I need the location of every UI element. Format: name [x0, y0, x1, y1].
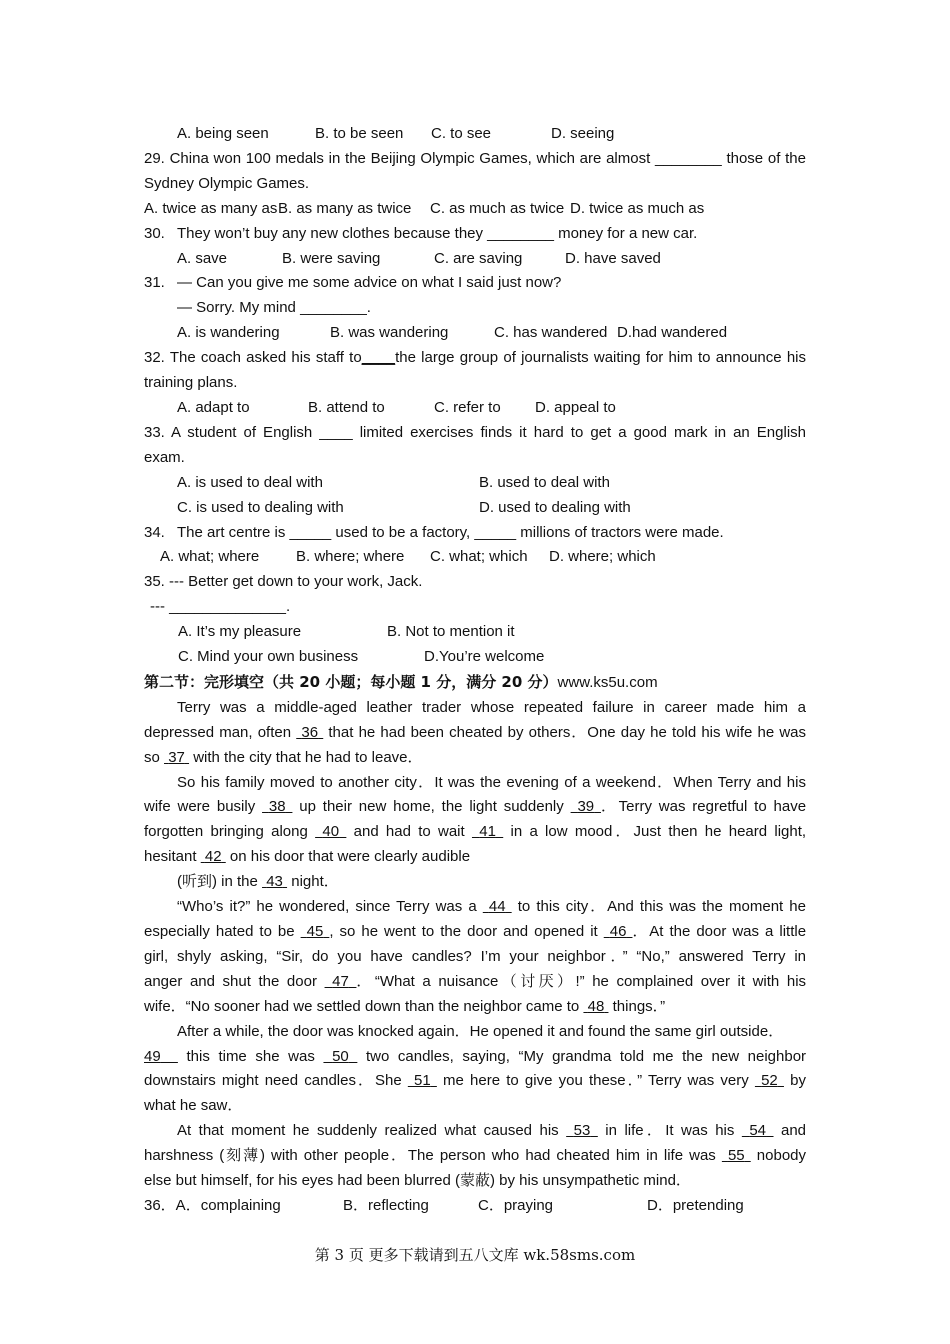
q34-option-a: A. what; where — [160, 548, 260, 566]
q35-option-b: B. Not to mention it — [387, 623, 515, 641]
q32-stem-cont: training plans. — [144, 374, 238, 392]
q33-options-row2 — [144, 496, 806, 521]
q36-option-a: 36．A．complaining — [144, 1196, 281, 1214]
q28-option-c: C. to see — [431, 125, 492, 142]
blank-46: 46 — [609, 923, 627, 940]
blank-42: 42 — [204, 848, 222, 866]
passage-text: (听到) in the — [177, 873, 258, 891]
passage-text: and — [781, 1122, 807, 1140]
blank-43: 43 — [266, 873, 283, 891]
q32-blank: ____ — [361, 349, 396, 367]
blank-52: 52 — [761, 1072, 778, 1090]
q32-option-c: C. refer to — [434, 398, 501, 416]
passage-text: “Who’s it?” he wondered, since Terry was a — [177, 898, 477, 916]
q32-option-b: B. attend to — [308, 398, 385, 416]
q28-option-a: A. being seen — [177, 125, 269, 142]
q34-option-d: D. where; which — [549, 548, 656, 566]
q32-stem — [144, 346, 806, 371]
q35-options-row1 — [144, 620, 806, 645]
passage-text: wife．“No sooner had we settled down than the neighbor came to — [144, 997, 580, 1015]
q29-option-c: C. as much as twice — [430, 199, 565, 217]
passage-text: night． — [291, 873, 339, 891]
q29-option-b: B. as many as twice — [278, 199, 412, 217]
q31-option-d: D.had wandered — [617, 324, 728, 342]
passage-p4-line4: what he saw． — [144, 1097, 243, 1115]
passage-text: that he had been cheated by others．One day he told his wife he was — [328, 723, 806, 741]
section-heading — [144, 670, 806, 696]
passage-text: in life．It was his — [605, 1122, 735, 1140]
q34-options — [144, 545, 806, 570]
blank-55: 55 — [727, 1147, 745, 1165]
blank-53: 53 — [573, 1122, 591, 1140]
passage-p2-line5 — [144, 870, 806, 895]
q33-option-c: C. is used to dealing with — [177, 498, 344, 516]
q36-option-b: B．reflecting — [343, 1196, 429, 1214]
passage-text: me here to give you these．” Terry was very — [443, 1072, 749, 1090]
passage-p3-line3: girl, shyly asking, “Sir, do you have candles? I’m your neighbor．” “No,” answered Terry in — [144, 947, 806, 965]
blank-51: 51 — [414, 1072, 431, 1090]
passage-p2-line1: So his family moved to another city．It was the evening of a weekend．When Terry and his — [177, 773, 806, 791]
q30-options — [144, 247, 806, 272]
passage-text: anger and shut the door — [144, 972, 317, 990]
q28-options — [144, 122, 806, 147]
blank-50: 50 — [332, 1047, 349, 1065]
passage-text: two candles, saying, “My grandma told me the new neighbor — [365, 1047, 807, 1065]
passage-text: in a low mood．Just then he heard light, — [510, 823, 807, 841]
passage-text: to this city．And this was the moment he — [517, 898, 806, 916]
q35-option-c: C. Mind your own business — [178, 648, 359, 666]
blank-41: 41 — [479, 823, 496, 841]
passage-p2-line2 — [144, 795, 806, 820]
passage-p5-line3: else but himself, for his eyes had been blurred (蒙蔽) by his unsympathetic mind． — [144, 1172, 691, 1190]
blank-38: 38 — [268, 798, 286, 816]
blank-45: 45 — [306, 923, 324, 940]
passage-text: forgotten bringing along — [144, 823, 308, 841]
q36-option-d: D．pretending — [647, 1196, 744, 1214]
passage-text: hesitant — [144, 848, 197, 866]
passage-text: things．” — [612, 997, 666, 1015]
q30-number: 30. — [144, 224, 165, 242]
passage-p3-line2 — [144, 920, 806, 945]
q34-number: 34. — [144, 523, 165, 541]
exam-page — [144, 122, 806, 1219]
q33-option-b: B. used to deal with — [479, 473, 610, 491]
passage-text: by — [790, 1072, 806, 1090]
q31-option-b: B. was wandering — [330, 324, 449, 342]
q33-options-row1 — [144, 471, 806, 496]
passage-text: downstairs might need candles．She — [144, 1072, 402, 1090]
q31-reply: — Sorry. My mind ________. — [177, 299, 371, 317]
page-footer: 第 3 页 更多下载请到五八文库 wk.58sms.com — [314, 1246, 636, 1264]
q30-stem — [144, 222, 806, 247]
passage-p1-line2 — [144, 721, 806, 746]
passage-p4-line2 — [144, 1045, 806, 1070]
q36-option-c: C．praying — [478, 1196, 554, 1214]
blank-44: 44 — [488, 898, 506, 916]
blank-36: 36 — [301, 723, 319, 741]
passage-text: ．Terry was regretful to have — [600, 798, 807, 816]
passage-text: ．At the door was a little — [632, 923, 807, 940]
q30-text: They won’t buy any new clothes because they ________ money for a new car. — [177, 224, 698, 242]
blank-54: 54 — [749, 1122, 767, 1140]
passage-p2-line4 — [144, 845, 806, 870]
q35-reply: --- ______________. — [150, 598, 291, 616]
q31-text: — Can you give me some advice on what I said just now? — [177, 274, 562, 292]
passage-p3-line1 — [144, 895, 806, 920]
passage-p2-line3 — [144, 820, 806, 845]
q30-option-c: C. are saving — [434, 249, 523, 267]
passage-text: nobody — [756, 1147, 807, 1165]
q30-option-a: A. save — [177, 249, 228, 267]
q34-option-c: C. what; which — [430, 548, 528, 566]
passage-p4-line1: After a while, the door was knocked again．He opened it and found the same girl outside． — [177, 1022, 784, 1040]
blank-48: 48 — [587, 997, 605, 1015]
passage-text: , so he went to the door and opened it — [329, 923, 598, 940]
q33-option-d: D. used to dealing with — [479, 498, 631, 516]
passage-text: At that moment he suddenly realized what caused his — [177, 1122, 559, 1140]
q28-option-b: B. to be seen — [315, 125, 404, 142]
q29-stem-cont: Sydney Olympic Games. — [144, 174, 310, 192]
q32-options — [144, 396, 806, 421]
section-site: www.ks5u.com — [557, 673, 658, 691]
q32-text-post: the large group of journalists waiting for him to announce his — [395, 349, 807, 367]
q34-stem — [144, 521, 806, 546]
blank-49: 49 — [144, 1047, 161, 1065]
passage-text: depressed man, often — [144, 723, 292, 741]
q33-option-a: A. is used to deal with — [177, 473, 323, 491]
passage-p1-line3 — [144, 746, 806, 771]
passage-p3-line4 — [144, 970, 806, 995]
q32-option-a: A. adapt to — [177, 398, 250, 416]
passage-text: ．“What a nuisance（讨厌）!” he complained over it with his — [356, 972, 807, 990]
passage-text: and had to wait — [353, 823, 465, 841]
blank-40: 40 — [322, 823, 340, 841]
q30-option-d: D. have saved — [565, 249, 661, 267]
q29-stem: 29. China won 100 medals in the Beijing Olympic Games, which are almost ________ those of the — [144, 149, 806, 167]
blank-47: 47 — [332, 972, 349, 990]
passage-p3-line5 — [144, 995, 806, 1020]
q28-option-d: D. seeing — [551, 125, 615, 142]
passage-p5-line1 — [144, 1119, 806, 1144]
q34-text: The art centre is _____ used to be a factory, _____ millions of tractors were made. — [177, 523, 724, 541]
blank-39: 39 — [577, 798, 595, 816]
passage-text: wife were busily — [144, 798, 256, 816]
passage-p1-line1: Terry was a middle-aged leather trader whose repeated failure in career made him a — [177, 698, 806, 716]
passage-text: especially hated to be — [144, 923, 295, 940]
q36-options — [144, 1194, 806, 1219]
q31-option-a: A. is wandering — [177, 324, 280, 342]
q31-number: 31. — [144, 274, 165, 292]
q31-option-c: C. has wandered — [494, 324, 608, 342]
passage-text: on his door that were clearly audible — [229, 848, 471, 866]
blank-37: 37 — [168, 748, 185, 766]
q31-stem — [144, 271, 806, 296]
passage-p5-line2 — [144, 1144, 806, 1169]
q29-option-d: D. twice as much as — [570, 199, 705, 217]
passage-text: harshness (刻薄) with other people．The person who had cheated him in life was — [144, 1147, 716, 1165]
passage-p4-line3 — [144, 1069, 806, 1094]
passage-text: up their new home, the light suddenly — [299, 798, 564, 816]
q33-stem: 33. A student of English ____ limited exercises finds it hard to get a good mark in an English — [144, 423, 806, 441]
q33-stem-cont: exam. — [144, 448, 185, 466]
q35-options-row2 — [144, 645, 806, 670]
q34-option-b: B. where; where — [296, 548, 405, 566]
passage-text: this time she was — [186, 1047, 315, 1065]
q35-option-d: D.You’re welcome — [424, 648, 545, 666]
q32-text-pre: 32. The coach asked his staff to — [144, 349, 362, 367]
q30-option-b: B. were saving — [282, 249, 381, 267]
q35-option-a: A. It’s my pleasure — [178, 623, 302, 641]
q35-stem: 35. --- Better get down to your work, Jack. — [144, 573, 423, 591]
passage-text: with the city that he had to leave． — [193, 748, 423, 766]
passage-text: so — [144, 748, 160, 766]
section-title: 第二节：完形填空（共 20 小题；每小题 1 分，满分 20 分） — [144, 672, 558, 691]
q29-option-a: A. twice as many as — [144, 199, 278, 217]
q29-options — [144, 197, 806, 222]
q31-options — [144, 321, 806, 346]
q32-option-d: D. appeal to — [535, 398, 616, 416]
